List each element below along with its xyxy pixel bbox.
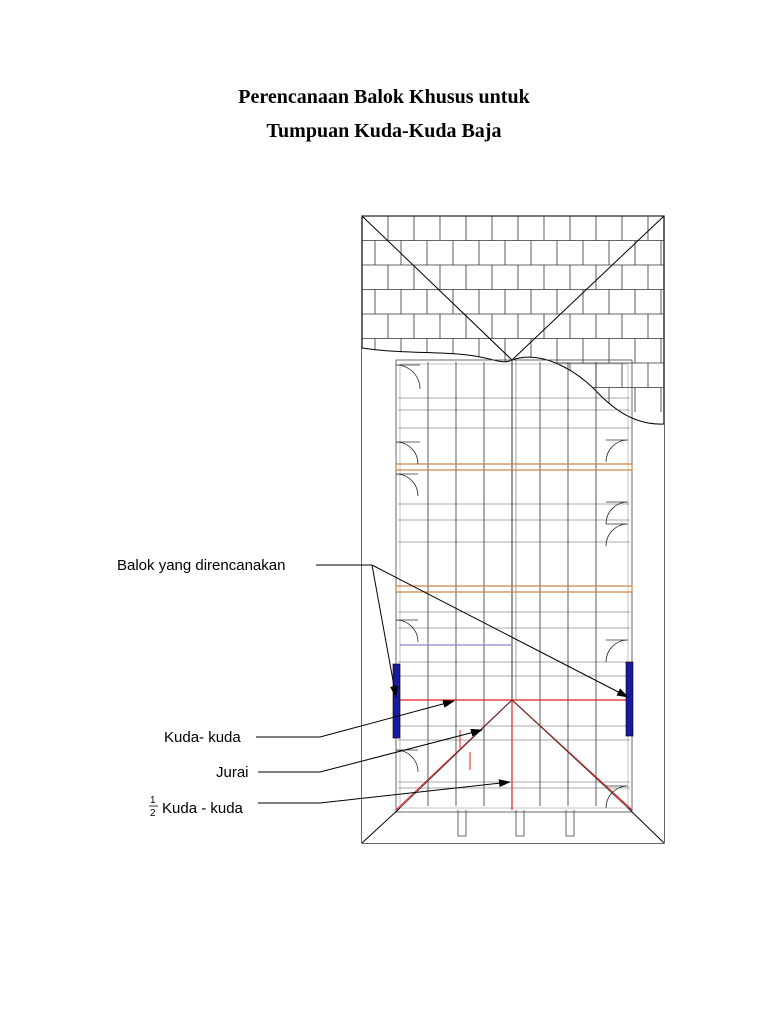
page-title-line-2: Tumpuan Kuda-Kuda Baja	[266, 120, 502, 142]
page-title-line-1: Perencanaan Balok Khusus untuk	[238, 86, 530, 108]
label-jurai: Jurai	[216, 764, 249, 781]
designed-beam-left	[393, 664, 400, 738]
label-half-denominator: 2	[150, 808, 156, 819]
designed-beam-right	[626, 662, 633, 736]
label-half-numerator: 1	[150, 795, 156, 806]
label-kuda-kuda: Kuda- kuda	[164, 729, 241, 746]
label-balok: Balok yang direncanakan	[117, 557, 286, 574]
label-half-kuda-kuda: Kuda - kuda	[162, 800, 243, 817]
